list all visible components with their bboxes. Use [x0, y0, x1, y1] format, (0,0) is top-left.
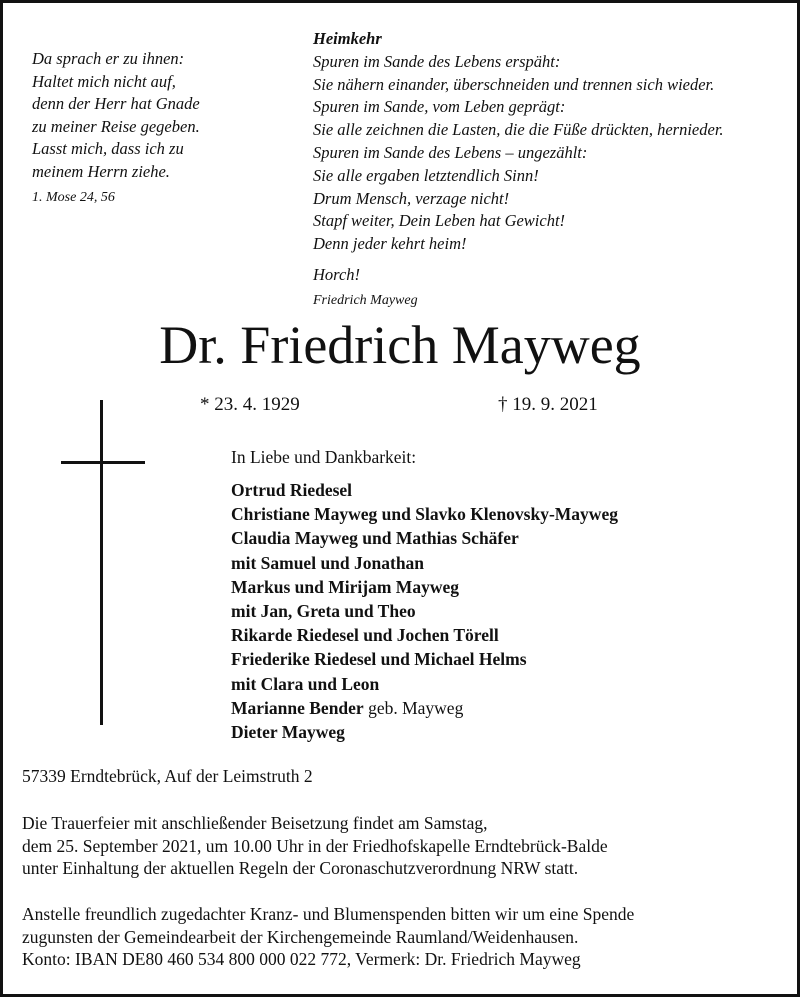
poem-line: Sie nähern einander, überschneiden und trennen sich wieder. [313, 74, 715, 94]
mourner-entry [231, 575, 618, 599]
poem-line: Sie alle ergaben letztendlich Sinn! [313, 165, 539, 185]
mourner-name: mit Samuel und Jonathan [231, 552, 425, 573]
mourner-name: Claudia Mayweg und Mathias Schäfer [231, 528, 519, 549]
mourner-name: mit Jan, Greta und Theo [231, 601, 416, 622]
poem [313, 28, 783, 313]
cross-icon-bar [61, 461, 145, 464]
poem-line: Spuren im Sande, vom Leben geprägt: [313, 97, 566, 117]
mourner-entry [231, 696, 618, 720]
poem-line: Sie alle zeichnen die Lasten, die die Füße drückten, hernieder. [313, 120, 724, 140]
quote-line: Haltet mich nicht auf, [32, 71, 176, 91]
mourner-entry [231, 478, 618, 502]
deceased-name: Dr. Friedrich Mayweg [159, 315, 641, 375]
poem-line: Spuren im Sande des Lebens erspäht: [313, 51, 561, 71]
quote-line: meinem Herrn ziehe. [32, 161, 170, 181]
poem-line: Stapf weiter, Dein Leben hat Gewicht! [313, 211, 566, 231]
funeral-line: unter Einhaltung der aktuellen Regeln der Coronaschutzverordnung NRW statt. [22, 858, 579, 879]
quote-line: Lasst mich, dass ich zu [32, 139, 184, 158]
poem-line: Denn jeder kehrt heim! [313, 234, 467, 254]
quote-line: denn der Herr hat Gnade [32, 94, 200, 113]
mourner-suffix: geb. Mayweg [363, 697, 464, 718]
cross-icon [100, 400, 103, 725]
mourner-name: Rikarde Riedesel und Jochen Törell [231, 625, 499, 646]
mourner-name: Dieter Mayweg [231, 722, 345, 743]
mourner-name: Markus und Mirijam Mayweg [231, 576, 459, 597]
birth-date: * 23. 4. 1929 [200, 394, 300, 415]
poem-line: Drum Mensch, verzage nicht! [313, 188, 510, 208]
quote-line: Da sprach er zu ihnen: [32, 49, 185, 68]
mourner-name: Marianne Bender [231, 697, 364, 718]
funeral-line: Die Trauerfeier mit anschließender Beisetzung findet am Samstag, [22, 813, 488, 833]
donation-info [22, 903, 782, 971]
poem-author: Friedrich Mayweg [313, 292, 418, 308]
funeral-info [22, 812, 782, 880]
mourners-list [231, 478, 618, 744]
mourners-intro: In Liebe und Dankbarkeit: [231, 447, 417, 467]
poem-line: Spuren im Sande des Lebens – ungezählt: [313, 142, 588, 162]
poem-title: Heimkehr [313, 29, 382, 48]
poem-closing: Horch! [313, 264, 361, 284]
donation-line: zugunsten der Gemeindearbeit der Kirchengemeinde Raumland/Weidenhausen. [22, 926, 579, 947]
mourner-entry [231, 526, 618, 550]
mourner-entry [231, 720, 618, 744]
mourner-entry [231, 551, 618, 575]
mourner-name: Ortrud Riedesel [231, 480, 353, 500]
bible-quote [32, 48, 272, 210]
death-date: † 19. 9. 2021 [498, 394, 598, 415]
donation-line: Anstelle freundlich zugedachter Kranz- und Blumenspenden bitten wir um eine Spende [22, 904, 635, 924]
mourner-name: mit Clara und Leon [231, 673, 380, 694]
mourner-entry [231, 502, 618, 526]
mourner-entry [231, 599, 618, 623]
quote-reference: 1. Mose 24, 56 [32, 190, 115, 205]
quote-line: zu meiner Reise gegeben. [32, 116, 200, 136]
mourner-name: Christiane Mayweg und Slavko Klenovsky-Mayweg [231, 504, 618, 525]
donation-line: Konto: IBAN DE80 460 534 800 000 022 772, Vermerk: Dr. Friedrich Mayweg [22, 949, 581, 970]
mourner-entry [231, 647, 618, 671]
mourner-name: Friederike Riedesel und Michael Helms [231, 649, 527, 670]
mourner-entry [231, 672, 618, 696]
funeral-line: dem 25. September 2021, um 10.00 Uhr in der Friedhofskapelle Erndtebrück-Balde [22, 835, 608, 856]
mourner-entry [231, 623, 618, 647]
family-address: 57339 Erndtebrück, Auf der Leimstruth 2 [22, 766, 313, 786]
